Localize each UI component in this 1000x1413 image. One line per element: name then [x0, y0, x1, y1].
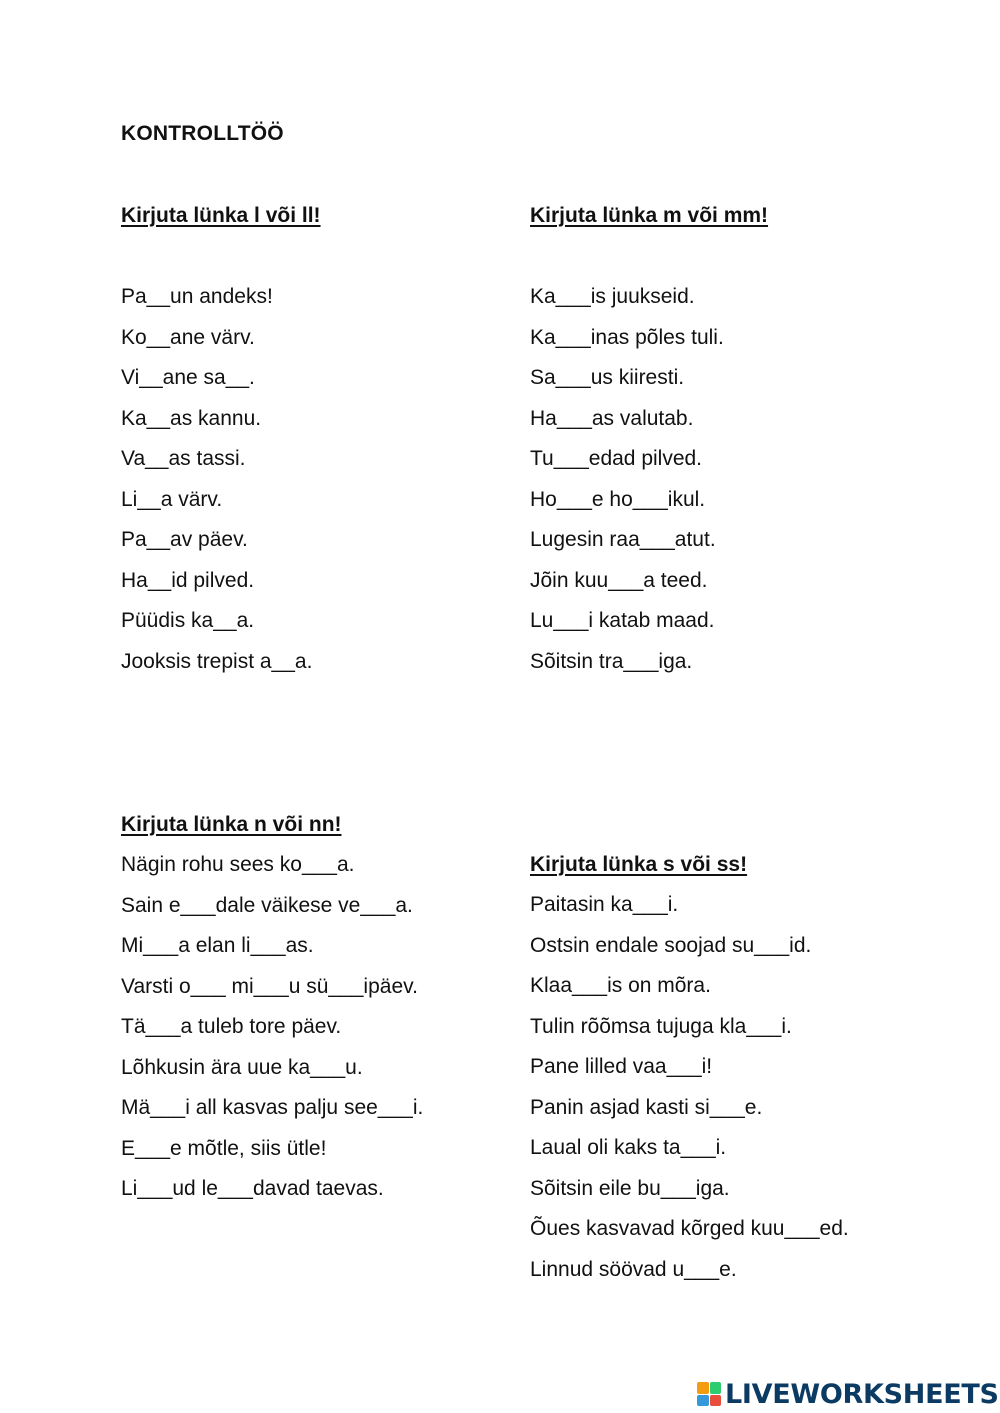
section-heading-l-ll: Kirjuta lünka l või ll!: [121, 204, 321, 227]
logo-mark-square: [697, 1382, 709, 1394]
exercise-line: Jõin kuu___a teed.: [530, 568, 708, 592]
exercise-line: Ho___e ho___ikul.: [530, 487, 706, 511]
exercise-line: Sõitsin eile bu___iga.: [530, 1176, 730, 1200]
exercise-line: Klaa___is on mõra.: [530, 974, 711, 997]
exercise-line: Pa__un andeks!: [121, 285, 273, 308]
logo-mark-square: [697, 1395, 709, 1407]
exercise-line: Tu___edad pilved.: [530, 447, 703, 470]
exercise-line: Va__as tassi.: [121, 447, 246, 470]
exercise-line: Varsti o___ mi___u sü___ipäev.: [121, 974, 418, 998]
exercise-line: Li__a värv.: [121, 487, 223, 511]
exercise-line: Laual oli kaks ta___i.: [530, 1136, 727, 1159]
liveworksheets-logo: [697, 1376, 999, 1412]
exercise-line: Vi__ane sa__.: [121, 366, 255, 389]
exercise-line: Paitasin ka___i.: [530, 893, 679, 916]
exercise-line: Tulin rõõmsa tujuga kla___i.: [530, 1014, 792, 1038]
exercise-line: Linnud söövad u___e.: [530, 1257, 737, 1281]
exercise-line: Panin asjad kasti si___e.: [530, 1095, 763, 1119]
exercise-line: Ka___inas põles tuli.: [530, 325, 724, 349]
exercise-list-s-ss: [530, 893, 849, 1298]
exercise-line: Ostsin endale soojad su___id.: [530, 933, 812, 957]
exercise-line: Sain e___dale väikese ve___a.: [121, 893, 413, 917]
exercise-line: Mi___a elan li___as.: [121, 934, 314, 957]
exercise-line: Ko__ane värv.: [121, 325, 255, 349]
exercise-line: Õues kasvavad kõrged kuu___ed.: [530, 1217, 849, 1240]
exercise-line: Pane lilled vaa___i!: [530, 1055, 713, 1078]
exercise-line: Ha___as valutab.: [530, 406, 694, 430]
worksheet-title: KONTROLLTÖÖ: [121, 122, 284, 145]
exercise-line: Ka___is juukseid.: [530, 285, 695, 308]
logo-mark-square: [710, 1395, 722, 1407]
exercise-line: Li___ud le___davad taevas.: [121, 1177, 384, 1200]
exercise-line: Tä___a tuleb tore päev.: [121, 1015, 342, 1038]
exercise-line: Püüdis ka__a.: [121, 609, 255, 632]
exercise-line: Lõhkusin ära uue ka___u.: [121, 1055, 363, 1079]
exercise-line: Pa__av päev.: [121, 528, 248, 551]
liveworksheets-logo-icon: [697, 1382, 721, 1406]
exercise-line: Ka__as kannu.: [121, 406, 262, 430]
section-heading-s-ss: Kirjuta lünka s või ss!: [530, 853, 748, 876]
exercise-line: Ha__id pilved.: [121, 568, 255, 592]
exercise-line: Sa___us kiiresti.: [530, 366, 685, 389]
exercise-list-n-nn: [121, 853, 423, 1218]
logo-mark-square: [710, 1382, 722, 1394]
exercise-line: Lugesin raa___atut.: [530, 528, 716, 551]
exercise-line: E___e mõtle, siis ütle!: [121, 1136, 327, 1160]
logo-text: LIVEWORKSHEETS: [725, 1378, 999, 1410]
exercise-list-l-ll: [121, 285, 312, 690]
exercise-line: Sõitsin tra___iga.: [530, 649, 693, 673]
exercise-line: Lu___i katab maad.: [530, 609, 715, 632]
exercise-list-m-mm: [530, 285, 724, 690]
section-heading-n-nn: Kirjuta lünka n või nn!: [121, 813, 342, 836]
exercise-line: Jooksis trepist a__a.: [121, 649, 313, 673]
section-heading-m-mm: Kirjuta lünka m või mm!: [530, 204, 769, 227]
exercise-line: Mä___i all kasvas palju see___i.: [121, 1096, 424, 1119]
exercise-line: Nägin rohu sees ko___a.: [121, 853, 355, 876]
